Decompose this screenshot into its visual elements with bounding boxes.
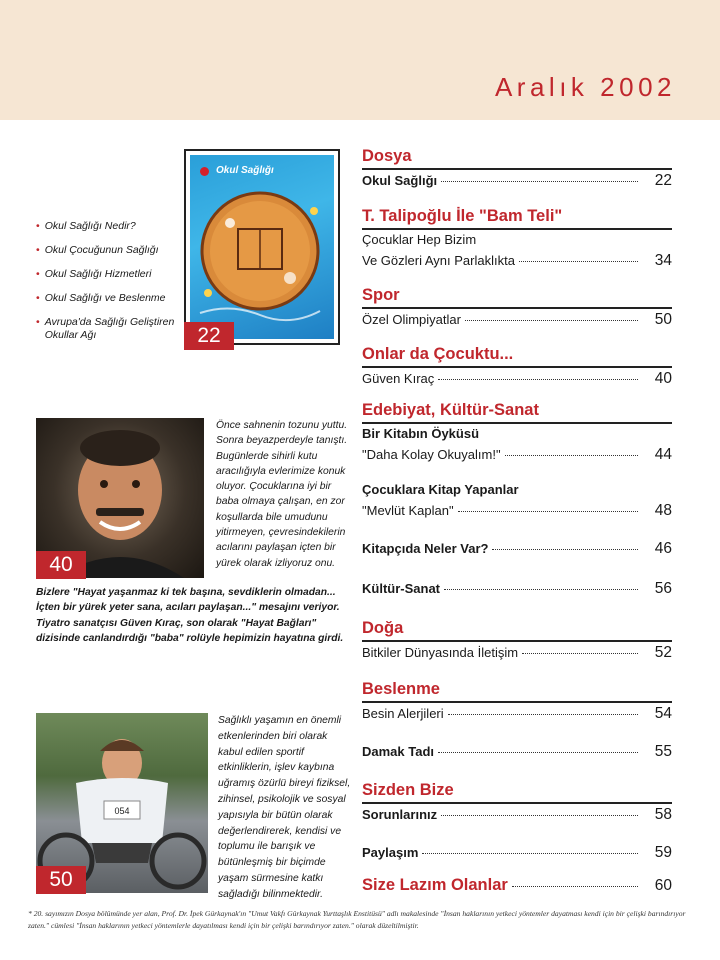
section-title: Edebiyat, Kültür-Sanat	[362, 401, 539, 419]
section-title: Onlar da Çocuktu...	[362, 345, 514, 363]
topic-item[interactable]: • Okul Sağlığı Nedir?	[36, 220, 136, 232]
section-edebiyat	[362, 400, 672, 600]
section-sizden-bize	[362, 780, 672, 864]
section-doga	[362, 618, 672, 664]
topic-item[interactable]: • Avrupa'da Sağlığı Geliştiren Okullar Ağı	[36, 316, 175, 341]
section-onlar-da-cocuktu	[362, 344, 672, 390]
toc-entry[interactable]: Kültür-Sanat 56	[362, 580, 672, 597]
topic-item[interactable]: • Okul Sağlığı Hizmetleri	[36, 268, 152, 280]
section-bam-teli	[362, 206, 672, 272]
section-size-lazim-olanlar	[362, 875, 672, 897]
section-title: Sizden Bize	[362, 781, 454, 799]
bullet-icon: •	[36, 316, 40, 328]
cover-image	[190, 155, 334, 339]
issue-date: Aralık 2002	[494, 72, 676, 102]
portrait-caption-quote: Bizlere "Hayat yaşanmaz ki tek başına, sevdiklerin olmadan... İçten bir yürek yeter sana, acıları paylaşan..." mesajını veriyor. Tiyatro sanatçısı Güven Kıraç, son olarak "Hayat Bağları" dizisinde canlandırdığı "baba" rolüyle hepimizin hayatına girdi.	[36, 587, 344, 644]
section-title: Doğa	[362, 619, 404, 637]
toc-entry[interactable]: Özel Olimpiyatlar 50	[362, 311, 672, 328]
dossier-topics	[36, 220, 186, 353]
toc-entry[interactable]: Paylaşım 59	[362, 844, 672, 861]
toc-entry[interactable]: Sorunlarınız 58	[362, 806, 672, 823]
toc-entry[interactable]: "Daha Kolay Okuyalım!" 44	[362, 446, 672, 463]
toc-entry[interactable]: Damak Tadı 55	[362, 743, 672, 760]
section-title: Dosya	[362, 147, 412, 165]
cover-thumbnail[interactable]	[184, 149, 340, 345]
topic-item[interactable]: • Okul Çocuğunun Sağlığı	[36, 244, 159, 256]
bullet-icon: •	[36, 292, 40, 304]
toc-entry[interactable]: Okul Sağlığı 22	[362, 172, 672, 189]
section-spor	[362, 285, 672, 331]
footnote: * 20. sayımızın Dosya bölümünde yer alan, Prof. Dr. İpek Gürkaynak'ın "Umut Vakfı Gürkaynak Yurttaşlık Enstitüsü" adlı makalesinde "İnsan haklarının yetkeci yöntemler dayatması kendi için bir çelişki barındırıyor zaten." cümlesi "İnsan haklarının yetkeci yöntemlerle dayatılması kendi için bir çelişki barındırıyor zaten." olarak düzeltilmiştir.	[28, 909, 686, 930]
toc-entry[interactable]: Güven Kıraç 40	[362, 370, 672, 387]
page-badge-50[interactable]: 50	[36, 866, 86, 894]
portrait-caption: Önce sahnenin tozunu yuttu. Sonra beyazperdeyle tanıştı. Bugünlerde sihirli kutu aracılığıyla evlerimize konuk oluyor. Çocuklarına iyi bir baba olmaya çalışan, en zor koşullarda bile umudunu yitirmeyen, çevresindekilerin acılarını paylaşan içten bir yürek olarak izliyoruz onu.	[216, 420, 348, 569]
bullet-icon: •	[36, 244, 40, 256]
toc-entry[interactable]: Besin Alerjileri 54	[362, 705, 672, 722]
toc-entry[interactable]: Kitapçıda Neler Var? 46	[362, 540, 672, 557]
cover-title: Okul Sağlığı	[216, 165, 274, 176]
page-badge-22[interactable]: 22	[184, 322, 234, 350]
toc-subline: Çocuklara Kitap Yapanlar	[362, 482, 519, 497]
section-title: T. Talipoğlu İle "Bam Teli"	[362, 207, 563, 225]
toc-entry[interactable]: "Mevlüt Kaplan" 48	[362, 502, 672, 519]
page-badge-40[interactable]: 40	[36, 551, 86, 579]
section-title: Spor	[362, 286, 400, 304]
header-band	[0, 0, 720, 120]
toc-subline: Çocuklar Hep Bizim	[362, 232, 477, 247]
logo-icon	[200, 167, 209, 176]
section-title: Beslenme	[362, 680, 440, 698]
athlete-caption: Sağlıklı yaşamın en önemli etkenlerinden biri olarak kabul edilen sportif etkinliklerin, işlev kaybına uğramış özürlü bireyi fiziksel, zihinsel, psikolojik ve sosyal yapısıyla bir bütün olarak değerlendirerek, kendisi ve toplumu ile barışık ve bütünleşmiş bir biçimde yaşam sürmesine katkı sağladığı bilinmektedir.	[218, 715, 351, 900]
section-dosya	[362, 146, 672, 192]
bullet-icon: •	[36, 268, 40, 280]
race-bib: 054	[114, 806, 130, 816]
topic-item[interactable]: • Okul Sağlığı ve Beslenme	[36, 292, 166, 304]
toc-entry[interactable]: Ve Gözleri Aynı Parlaklıkta 34	[362, 252, 672, 269]
toc-entry[interactable]: Bitkiler Dünyasında İletişim 52	[362, 644, 672, 661]
cover-illustration	[190, 183, 334, 339]
section-beslenme	[362, 679, 672, 763]
toc-subline: Bir Kitabın Öyküsü	[362, 426, 480, 441]
bullet-icon: •	[36, 220, 40, 232]
toc-entry[interactable]: Size Lazım Olanlar 60	[362, 876, 672, 894]
